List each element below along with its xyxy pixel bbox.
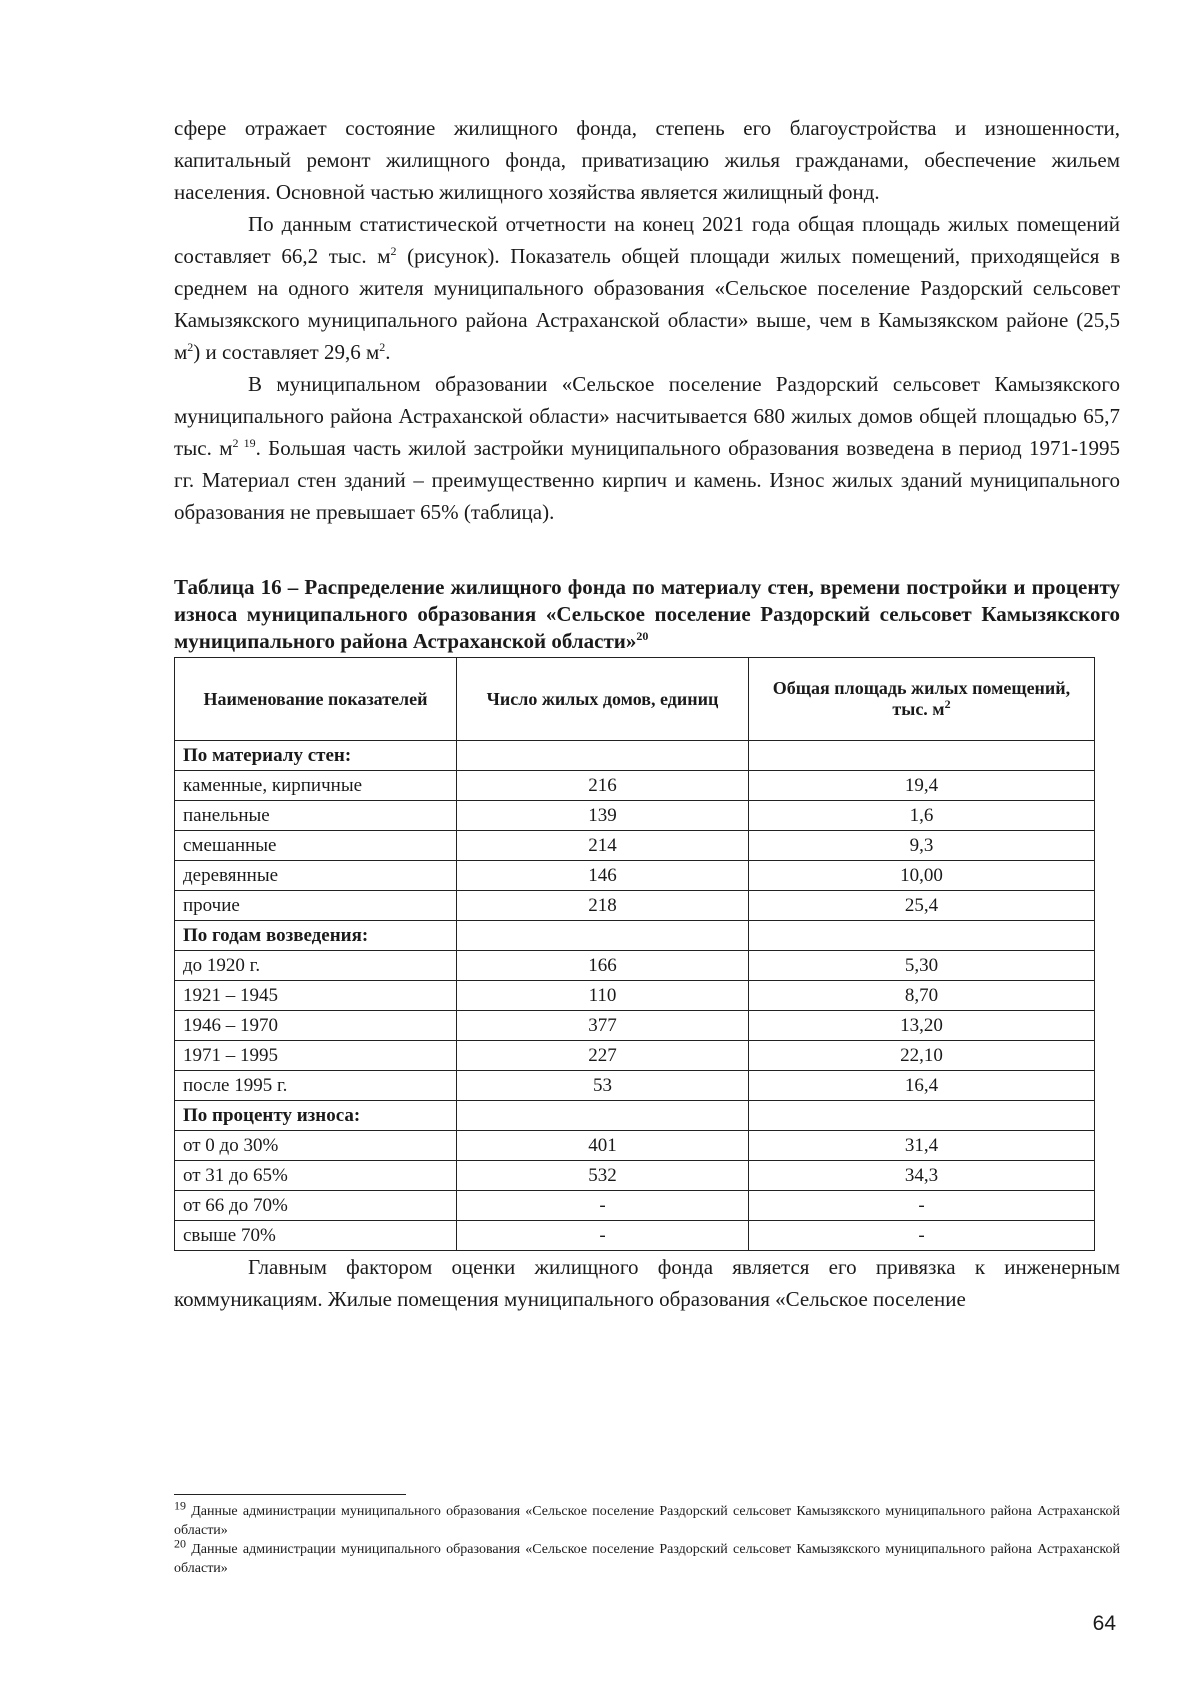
table-row [175,981,1095,1011]
footnotes [174,1498,1120,1578]
row-area: 19,4 [749,771,1095,801]
table-row [175,861,1095,891]
empty-cell [749,921,1095,951]
row-houses: 377 [457,1011,749,1041]
footnote-19 [174,1498,1120,1540]
paragraph-text: (рисунок). Показатель общей площади жилых помещений, приходящейся в среднем на одного жителя муниципального образования «Сельское поселение Раздорский сельсовет Камызякского муниципального района Астраханской области» выше, чем в Камызякском районе (25,5 м [174,244,1120,364]
paragraph-total-area [174,208,1120,368]
footnote-20 [174,1536,1120,1578]
page-number: 64 [1092,1612,1116,1635]
empty-cell [457,1101,749,1131]
row-name: смешанные [175,831,457,861]
header-houses-count: Число жилых домов, единиц [457,658,749,741]
row-area: 16,4 [749,1071,1095,1101]
row-name: 1971 – 1995 [175,1041,457,1071]
table-caption [174,574,1120,655]
table-group-row [175,921,1095,951]
row-name: прочие [175,891,457,921]
paragraph-engineering: Главным фактором оценки жилищного фонда является его привязка к инженерным коммуникациям. Жилые помещения муниципального образования «Сельское поселение [174,1255,1120,1311]
row-area: 8,70 [749,981,1095,1011]
group-title: По материалу стен: [175,741,457,771]
table-row [175,1161,1095,1191]
empty-cell [457,741,749,771]
row-area: 9,3 [749,831,1095,861]
row-houses: 214 [457,831,749,861]
row-houses: 532 [457,1161,749,1191]
row-houses: 53 [457,1071,749,1101]
footnote-ref-20[interactable]: 20 [636,629,649,643]
table-row [175,771,1095,801]
table-row [175,1071,1095,1101]
paragraph-housing-sphere: сфере отражает состояние жилищного фонда, степень его благоустройства и изношенности, капитальный ремонт жилищного фонда, приватизацию жилья гражданами, обеспечение жильем населения. Основной частью жилищного хозяйства является жилищный фонд. [174,116,1120,204]
paragraph-text: По данным статистической отчетности на конец 2021 года общая площадь жилых помещений составляет 66,2 тыс. м [174,212,1120,268]
row-area: 13,20 [749,1011,1095,1041]
row-houses: 401 [457,1131,749,1161]
row-area: 5,30 [749,951,1095,981]
row-houses: 218 [457,891,749,921]
table-header-row [175,658,1095,741]
paragraph-text: ) и составляет 29,6 м [193,340,380,364]
paragraph-houses-count [174,368,1120,528]
table-group-row [175,1101,1095,1131]
row-name: до 1920 г. [175,951,457,981]
table-row [175,891,1095,921]
footnote-text: Данные администрации муниципального образования «Сельское поселение Раздорский сельсовет Камызякского муниципального района Астраханской области» [174,1542,1120,1576]
row-houses: 139 [457,801,749,831]
row-houses: 110 [457,981,749,1011]
row-area: 25,4 [749,891,1095,921]
table-caption-text: Таблица 16 – Распределение жилищного фонда по материалу стен, времени постройки и проценту износа муниципального образования «Сельское поселение Раздорский сельсовет Камызякского муниципального района Астраханской области» [174,575,1120,653]
row-area: 10,00 [749,861,1095,891]
row-name: от 0 до 30% [175,1131,457,1161]
row-name: после 1995 г. [175,1071,457,1101]
document-page [174,112,1120,1315]
row-name: панельные [175,801,457,831]
row-name: деревянные [175,861,457,891]
group-title: По годам возведения: [175,921,457,951]
row-area: - [749,1191,1095,1221]
row-area: 31,4 [749,1131,1095,1161]
row-name: 1946 – 1970 [175,1011,457,1041]
row-name: 1921 – 1945 [175,981,457,1011]
footnote-ref-19[interactable]: 2 19 [232,436,256,450]
paragraph-text: . [385,340,391,364]
row-area: 34,3 [749,1161,1095,1191]
superscript: 2 [390,244,397,258]
row-name: от 31 до 65% [175,1161,457,1191]
footnote-divider [174,1494,406,1495]
superscript: 2 [187,340,194,354]
row-area: 22,10 [749,1041,1095,1071]
row-houses: 227 [457,1041,749,1071]
row-name: от 66 до 70% [175,1191,457,1221]
row-houses: 166 [457,951,749,981]
empty-cell [749,741,1095,771]
header-living-area-text: Общая площадь жилых помещений, тыс. м [772,678,1071,719]
row-houses: 146 [457,861,749,891]
row-houses: 216 [457,771,749,801]
footnote-number: 20 [174,1536,186,1551]
superscript: 2 [379,340,386,354]
table-row [175,1041,1095,1071]
table-row [175,1131,1095,1161]
table-row [175,1221,1095,1251]
row-name: каменные, кирпичные [175,771,457,801]
table-body [175,741,1095,1251]
table-group-row [175,741,1095,771]
footnote-number: 19 [174,1498,186,1513]
row-houses: - [457,1221,749,1251]
paragraph-text: . Большая часть жилой застройки муниципального образования возведена в период 1971-1995 гг. Материал стен зданий – преимущественно кирпич и камень. Износ жилых зданий муниципального образования не превышает 65% (таблица). [174,436,1121,524]
table-row [175,831,1095,861]
row-area: 1,6 [749,801,1095,831]
row-houses: - [457,1191,749,1221]
header-indicator-name: Наименование показателей [175,658,457,741]
group-title: По проценту износа: [175,1101,457,1131]
table-row [175,951,1095,981]
table-row [175,801,1095,831]
table-row [175,1191,1095,1221]
paragraph-text: В муниципальном образовании «Сельское поселение Раздорский сельсовет Камызякского муниципального района Астраханской области» насчитывается 680 жилых домов общей площадью 65,7 тыс. м [174,372,1120,460]
empty-cell [749,1101,1095,1131]
footnote-text: Данные администрации муниципального образования «Сельское поселение Раздорский сельсовет Камызякского муниципального района Астраханской области» [174,1504,1120,1538]
row-area: - [749,1221,1095,1251]
superscript: 2 [944,697,951,711]
header-living-area [749,658,1095,741]
housing-stock-table [174,657,1095,1251]
row-name: свыше 70% [175,1221,457,1251]
table-row [175,1011,1095,1041]
empty-cell [457,921,749,951]
